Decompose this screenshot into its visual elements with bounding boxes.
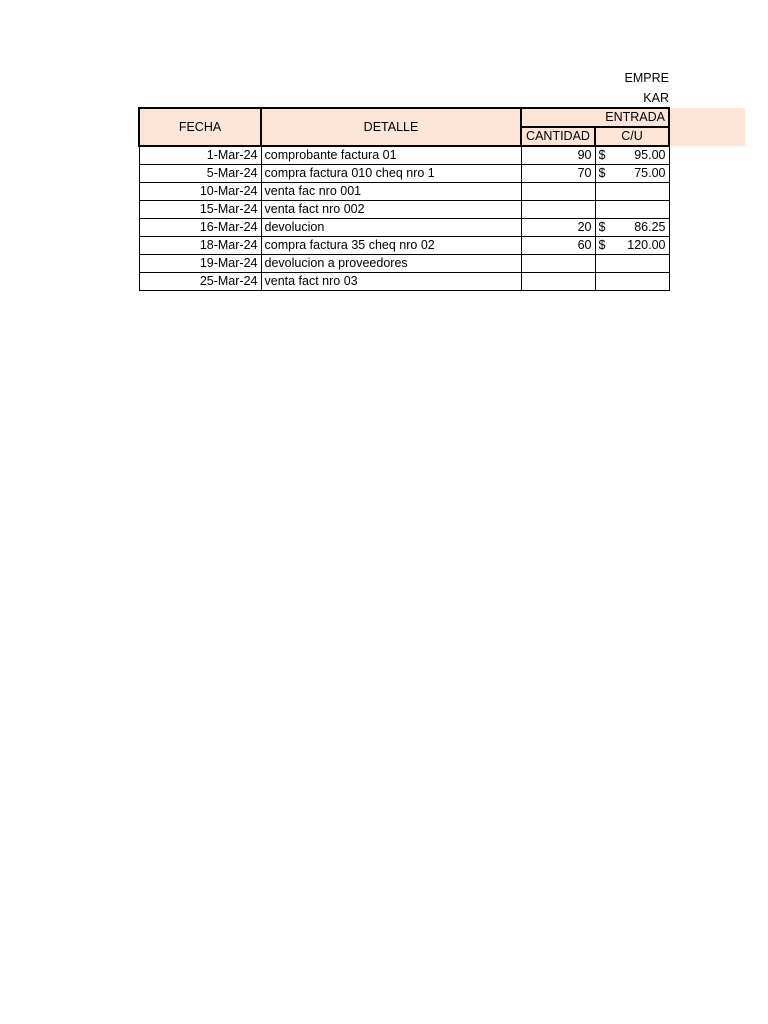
cell-cantidad[interactable] — [521, 255, 595, 273]
cell-cantidad[interactable] — [521, 183, 595, 201]
column-header-fecha: FECHA — [139, 108, 261, 146]
unit-cost-value: 75.00 — [634, 166, 666, 180]
currency-symbol: $ — [598, 166, 606, 180]
cell-cantidad[interactable] — [521, 273, 595, 291]
table-row — [139, 183, 669, 201]
cell-cu[interactable] — [595, 273, 669, 291]
cell-fecha[interactable]: 16-Mar-24 — [139, 219, 261, 237]
cell-cu[interactable] — [595, 219, 669, 237]
table-body — [139, 146, 669, 291]
cell-cu[interactable] — [595, 255, 669, 273]
column-header-cu: C/U — [595, 127, 669, 146]
table-row — [139, 255, 669, 273]
cell-detalle[interactable]: comprobante factura 01 — [261, 146, 521, 165]
kardex-title: KAR — [643, 91, 669, 105]
column-header-cantidad: CANTIDAD — [521, 127, 595, 146]
cell-detalle[interactable]: compra factura 010 cheq nro 1 — [261, 165, 521, 183]
cell-fecha[interactable]: 25-Mar-24 — [139, 273, 261, 291]
cell-fecha[interactable]: 18-Mar-24 — [139, 237, 261, 255]
cell-detalle[interactable]: venta fac nro 001 — [261, 183, 521, 201]
cell-fecha[interactable]: 15-Mar-24 — [139, 201, 261, 219]
column-header-detalle: DETALLE — [261, 108, 521, 146]
currency-symbol: $ — [598, 220, 606, 234]
kardex-table — [138, 107, 670, 291]
table-row — [139, 146, 669, 165]
unit-cost-value: 120.00 — [627, 238, 666, 252]
company-title: EMPRE — [624, 71, 669, 85]
table-row — [139, 237, 669, 255]
cell-cu[interactable] — [595, 165, 669, 183]
table-row — [139, 273, 669, 291]
cell-detalle[interactable]: venta fact nro 002 — [261, 201, 521, 219]
cell-cantidad[interactable] — [521, 201, 595, 219]
currency-symbol: $ — [598, 238, 606, 252]
header-fill-extension — [670, 108, 745, 146]
cell-cu[interactable] — [595, 183, 669, 201]
cell-detalle[interactable]: devolucion a proveedores — [261, 255, 521, 273]
cell-cantidad[interactable]: 20 — [521, 219, 595, 237]
cell-fecha[interactable]: 19-Mar-24 — [139, 255, 261, 273]
cell-cantidad[interactable]: 70 — [521, 165, 595, 183]
unit-cost-value: 86.25 — [634, 220, 666, 234]
group-header-entrada: ENTRADA — [521, 108, 669, 127]
table-row — [139, 201, 669, 219]
currency-symbol: $ — [598, 148, 606, 162]
cell-detalle[interactable]: compra factura 35 cheq nro 02 — [261, 237, 521, 255]
cell-cu[interactable] — [595, 237, 669, 255]
cell-cu[interactable] — [595, 146, 669, 165]
cell-cu[interactable] — [595, 201, 669, 219]
cell-detalle[interactable]: venta fact nro 03 — [261, 273, 521, 291]
cell-cantidad[interactable]: 90 — [521, 146, 595, 165]
cell-fecha[interactable]: 10-Mar-24 — [139, 183, 261, 201]
cell-fecha[interactable]: 1-Mar-24 — [139, 146, 261, 165]
unit-cost-value: 95.00 — [634, 148, 666, 162]
cell-detalle[interactable]: devolucion — [261, 219, 521, 237]
cell-cantidad[interactable]: 60 — [521, 237, 595, 255]
cell-fecha[interactable]: 5-Mar-24 — [139, 165, 261, 183]
table-row — [139, 219, 669, 237]
table-row — [139, 165, 669, 183]
